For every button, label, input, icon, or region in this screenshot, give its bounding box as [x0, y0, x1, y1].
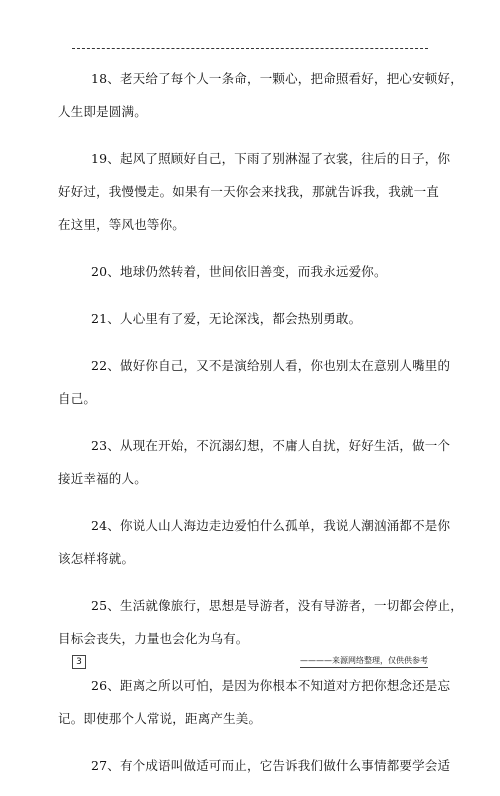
quote-paragraph — [58, 349, 451, 415]
header-divider — [72, 48, 428, 49]
quote-paragraph — [58, 669, 451, 735]
quote-first-line: 19、起风了照顾好自己，下雨了别淋湿了衣裳，往后的日子，你 — [91, 151, 451, 166]
quote-continuation-line: 目标会丧失，力量也会化为乌有。 — [58, 631, 249, 646]
quote-first-line: 23、从现在开始，不沉溺幻想，不庸人自扰，好好生活，做一个 — [91, 438, 451, 453]
quote-first-line: 20、地球仍然转着，世间依旧善变，而我永远爱你。 — [91, 264, 387, 279]
quote-paragraph — [88, 302, 448, 335]
source-note: ————来源网络整理，仅供供参考 — [300, 655, 428, 668]
quote-continuation-line: 该怎样将就。 — [58, 551, 135, 566]
quote-continuation-line: 接近幸福的人。 — [58, 471, 147, 486]
quote-paragraph — [88, 255, 448, 288]
quote-continuation-line: 自己。 — [58, 391, 97, 406]
quote-continuation-line: 好好过，我慢慢走。如果有一天你会来找我，那就告诉我，我就一直 — [58, 184, 440, 199]
quote-paragraph — [58, 142, 451, 241]
quote-first-line: 26、距离之所以可怕，是因为你根本不知道对方把你想念还是忘 — [91, 678, 451, 693]
quote-first-line: 25、生活就像旅行，思想是导游者，没有导游者，一切都会停止， — [91, 598, 463, 613]
quote-paragraph — [88, 749, 451, 782]
quote-paragraph — [58, 509, 451, 575]
page-number: 3 — [72, 655, 86, 669]
quote-first-line: 27、有个成语叫做适可而止，它告诉我们做什么事情都要学会适 — [91, 758, 451, 773]
quote-continuation-line: 在这里，等风也等你。 — [58, 217, 186, 232]
quote-continuation-line: 记。即使那个人常说，距离产生美。 — [58, 711, 262, 726]
quote-paragraph — [58, 62, 463, 128]
quote-first-line: 18、老天给了每个人一条命，一颗心，把命照看好，把心安顿好， — [91, 71, 463, 86]
quote-first-line: 24、你说人山人海边走边爱怕什么孤单，我说人潮汹涌都不是你 — [91, 518, 451, 533]
quote-first-line: 22、做好你自己，又不是演给别人看，你也别太在意别人嘴里的 — [91, 358, 451, 373]
quote-continuation-line: 人生即是圆满。 — [58, 104, 147, 119]
quote-paragraph — [58, 589, 463, 655]
page-footer — [72, 655, 428, 669]
quote-list — [58, 62, 463, 796]
quote-first-line: 21、人心里有了爱，无论深浅，都会热别勇敢。 — [91, 311, 362, 326]
quote-paragraph — [58, 429, 451, 495]
